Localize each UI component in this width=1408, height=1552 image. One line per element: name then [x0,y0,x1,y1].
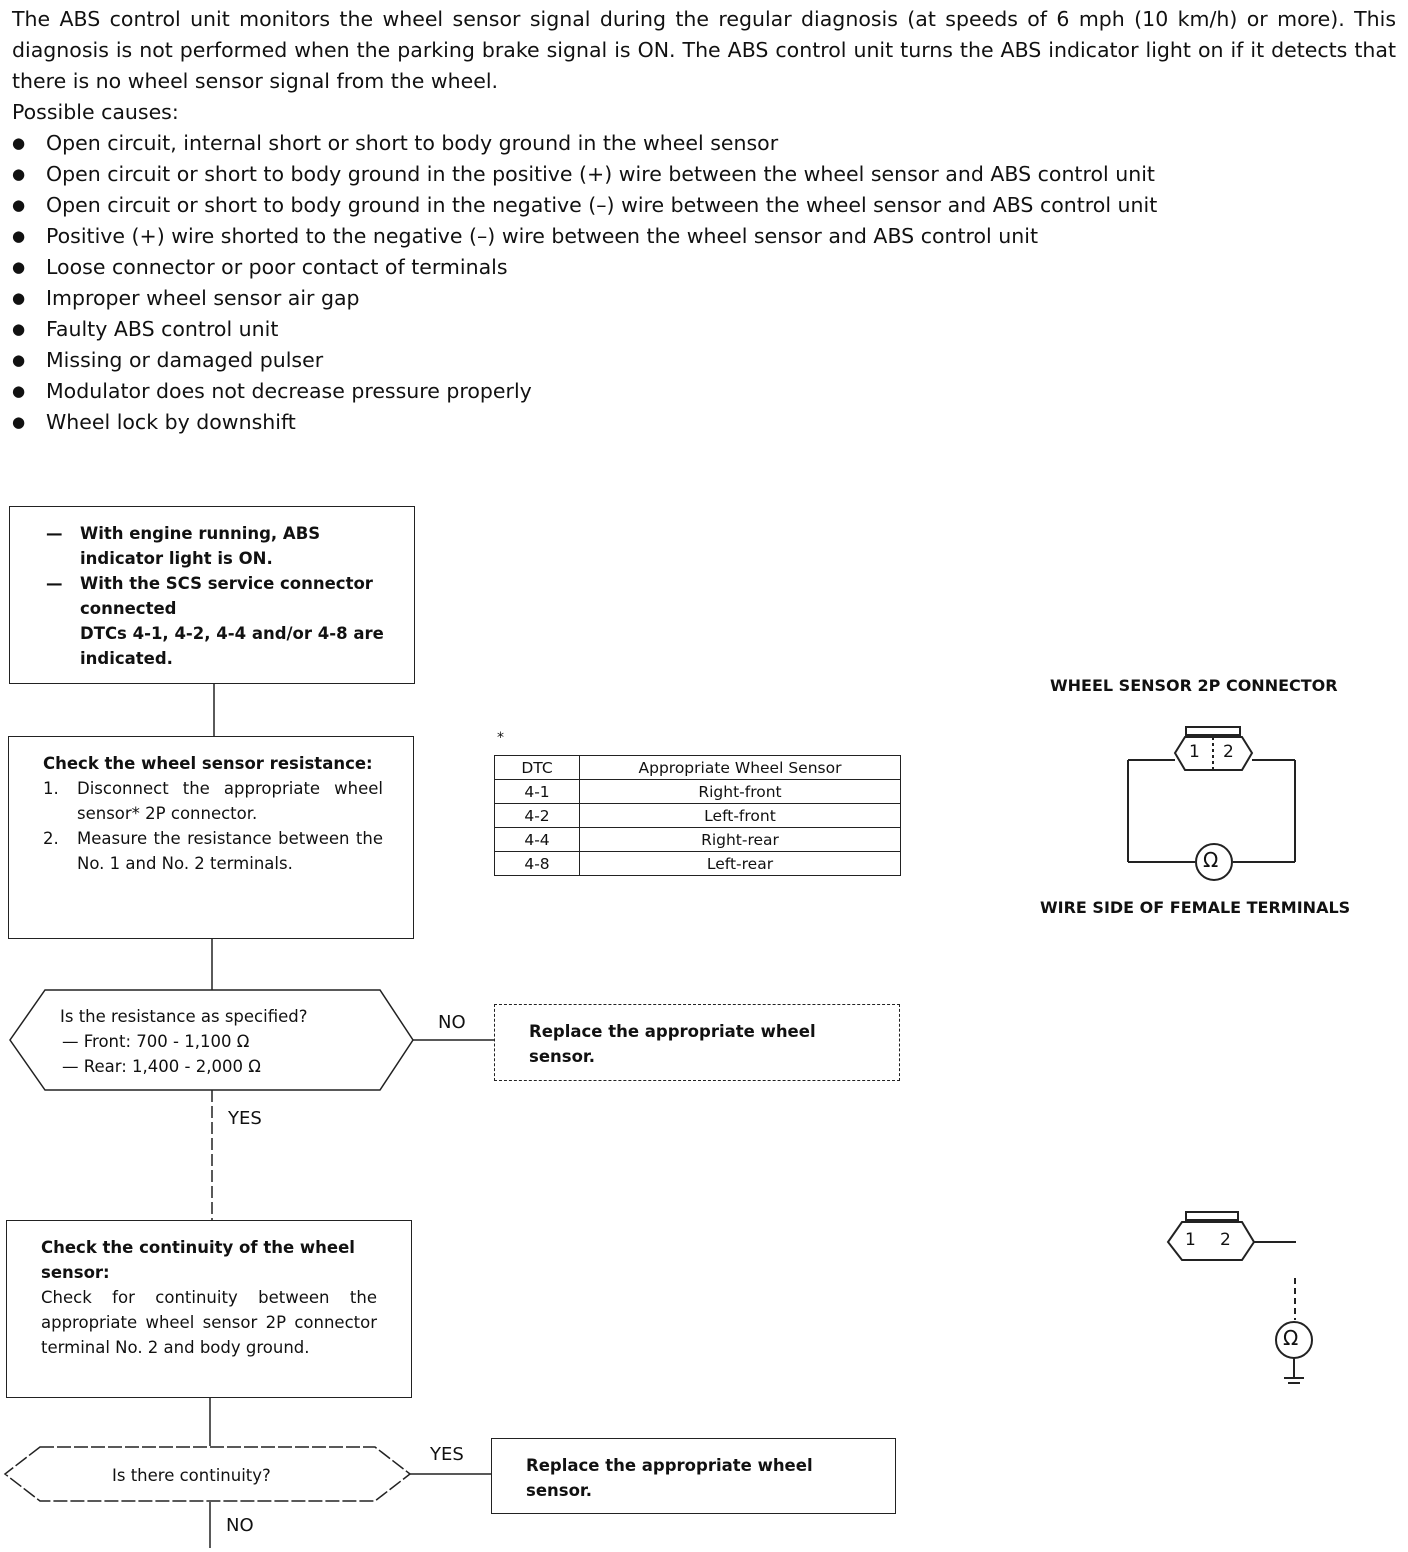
resistance-spec-rear: — Rear: 1,400 - 2,000 Ω [62,1057,261,1076]
check-continuity-body: Check for continuity between the appropriate wheel sensor 2P connector terminal No. 2 and body ground. [41,1288,377,1357]
yes-label: YES [228,1108,262,1129]
check-resistance-title: Check the wheel sensor resistance: [43,754,373,773]
causes-heading: Possible causes: [12,100,179,124]
table-row: 4-2 Left-front [495,804,901,828]
ohm-symbol: Ω [1203,848,1219,872]
replace-sensor-box: Replace the appropriate wheel sensor. [491,1438,896,1514]
cause-item: ● Loose connector or poor contact of terminals [12,252,1396,283]
check-resistance-step-1: Disconnect the appropriate wheel sensor* 2P connector. [77,779,383,823]
intro-paragraph: The ABS control unit monitors the wheel sensor signal during the regular diagnosis (at speeds of 6 mph (10 km/h) or more). This diagnosis is not performed when the parking brake signal is ON. The ABS control unit turns the ABS indicator light on if it detects that there is no wheel sensor signal from the wheel. [12,7,1396,93]
check-resistance-step-2: Measure the resistance between the No. 1 and No. 2 terminals. [77,829,383,873]
connector-latch [1186,727,1240,735]
yes-label: YES [430,1444,464,1465]
pin-2-label: 2 [1220,1230,1231,1250]
cause-item: ● Positive (+) wire shorted to the negative (–) wire between the wheel sensor and ABS control unit [12,221,1396,252]
cause-item: ● Open circuit or short to body ground in the positive (+) wire between the wheel sensor and ABS control unit [12,159,1396,190]
start-condition-box: — With engine running, ABS indicator light is ON. — With the SCS service connector connected DTCs 4-1, 4-2, 4-4 and/or 4-8 are indicated. [9,506,415,684]
replace-sensor-box: Replace the appropriate wheel sensor. [494,1004,900,1081]
start-condition-1: With engine running, ABS indicator light is ON. [80,524,321,568]
table-asterisk: * [497,730,504,746]
connector-caption: WIRE SIDE OF FEMALE TERMINALS [1040,898,1351,917]
dtc-table [494,755,901,876]
connector-housing [1175,737,1252,770]
pin-1-label: 1 [1189,742,1200,762]
cause-item: ● Faulty ABS control unit [12,314,1396,345]
resistance-spec-front: — Front: 700 - 1,100 Ω [62,1032,250,1051]
cause-item: ● Wheel lock by downshift [12,407,1396,438]
continuity-question: Is there continuity? [112,1466,271,1485]
table-row: 4-8 Left-rear [495,852,901,876]
table-header-dtc: DTC [495,756,580,780]
cause-item: ● Open circuit, internal short or short to body ground in the wheel sensor [12,128,1396,159]
cause-item: ● Modulator does not decrease pressure properly [12,376,1396,407]
connector-latch [1186,1212,1238,1220]
no-label: NO [226,1515,254,1536]
table-row: 4-4 Right-rear [495,828,901,852]
table-header-sensor: Appropriate Wheel Sensor [580,756,901,780]
start-condition-3: DTCs 4-1, 4-2, 4-4 and/or 4-8 are indicated. [80,624,384,668]
connector-title: WHEEL SENSOR 2P CONNECTOR [1050,676,1338,695]
table-row: 4-1 Right-front [495,780,901,804]
pin-1-label: 1 [1185,1230,1196,1250]
cause-item: ● Missing or damaged pulser [12,345,1396,376]
cause-item: ● Open circuit or short to body ground in the negative (–) wire between the wheel sensor and ABS control unit [12,190,1396,221]
resistance-question: Is the resistance as specified? — Front: 700 - 1,100 Ω — Rear: 1,400 - 2,000 Ω [60,1004,308,1079]
pin-2-label: 2 [1223,742,1234,762]
check-continuity-box [6,1220,412,1398]
table-header-row [495,756,901,780]
connector-housing [1168,1222,1254,1260]
check-resistance-box: Check the wheel sensor resistance: 1. Disconnect the appropriate wheel sensor* 2P connector. 2. Measure the resistance between the No. 1 and No. 2 terminals. [8,736,414,939]
no-label: NO [438,1012,466,1033]
start-condition-2: With the SCS service connector connected [80,574,373,618]
check-continuity-title: Check the continuity of the wheel sensor: [41,1238,355,1282]
ohm-symbol: Ω [1283,1326,1299,1350]
cause-item: ● Improper wheel sensor air gap [12,283,1396,314]
